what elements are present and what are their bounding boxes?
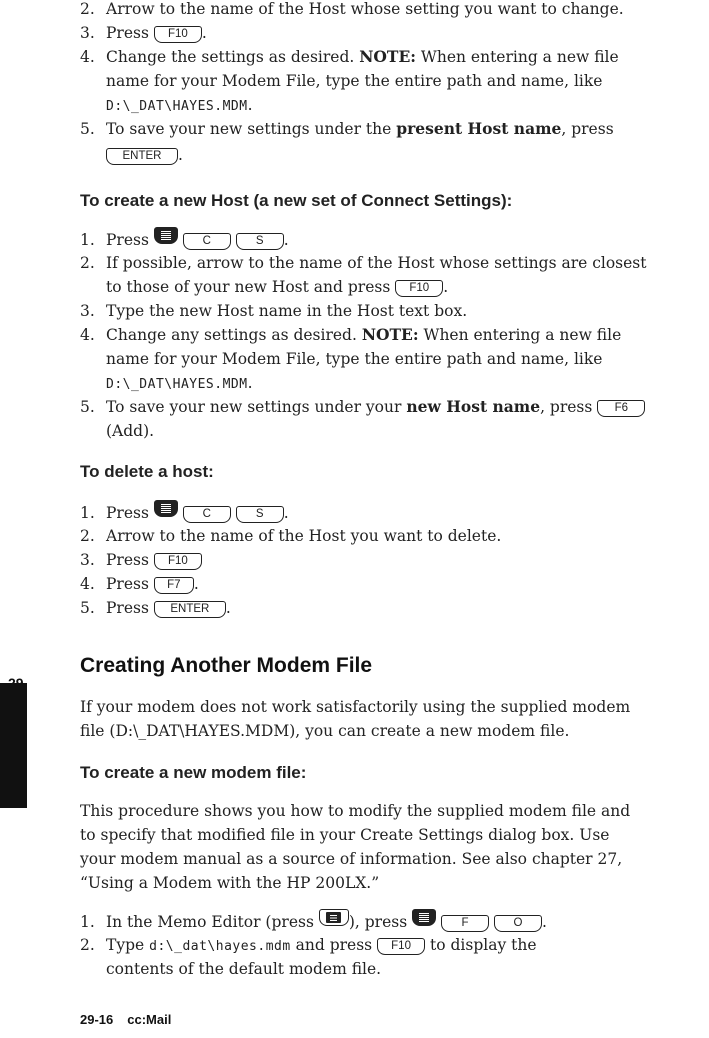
paragraph-line: your modem manual as a source of information. See also chapter 27, <box>80 850 623 868</box>
page-number: 29-16 <box>80 1012 114 1027</box>
list-item-continuation: name for your Modem File, type the entire path and name, like <box>106 72 603 90</box>
list-item: 2. If possible, arrow to the name of the Host whose settings are closest <box>80 254 647 272</box>
f7-key: F7 <box>154 577 194 594</box>
s-key: S <box>236 506 284 523</box>
list-item: 5. To save your new settings under the present Host name, press <box>80 119 614 138</box>
list-item: 3. Press F10 <box>80 548 703 572</box>
list-item-continuation: ENTER . <box>80 143 703 167</box>
list-item: 1. In the Memo Editor (press ), press F O . <box>80 909 703 934</box>
list-item: 5. To save your new settings under your new Host name, press F6 <box>80 395 703 419</box>
menu-key-icon <box>154 227 178 244</box>
list-item: 2. Type d:\_dat\hayes.mdm and press F10 to display the <box>80 936 537 954</box>
list-item: 3. Type the new Host name in the Host text box. <box>80 302 468 320</box>
s-key: S <box>236 233 284 250</box>
c-key: C <box>183 506 231 523</box>
path-text: d:\_dat\hayes.mdm <box>149 939 291 954</box>
list-item-continuation: to those of your new Host and press F10 . <box>106 278 449 296</box>
chapter-tab <box>0 683 27 808</box>
paragraph-line: This procedure shows you how to modify the supplied modem file and <box>80 802 631 820</box>
list-item-continuation: contents of the default modem file. <box>106 960 382 978</box>
footer-title: cc:Mail <box>127 1012 172 1027</box>
f10-key: F10 <box>395 280 443 297</box>
paragraph-line: If your modem does not work satisfactorily using the supplied modem <box>80 698 631 716</box>
list-item-continuation: D:\_DAT\HAYES.MDM. <box>106 96 253 114</box>
list-item: 4. Press F7 . <box>80 575 199 593</box>
enter-key: ENTER <box>154 601 226 618</box>
list-item-continuation: D:\_DAT\HAYES.MDM. <box>106 374 253 392</box>
f6-key: F6 <box>597 400 645 417</box>
f10-key: F10 <box>154 553 202 570</box>
list-item-continuation: name for your Modem File, type the entire path and name, like <box>106 350 603 368</box>
f-key: F <box>441 915 489 932</box>
paragraph-line: file (D:\_DAT\HAYES.MDM), you can create a new modem file. <box>80 722 570 740</box>
paragraph-line: to specify that modified file in your Create Settings dialog box. Use <box>80 826 610 844</box>
list-item: 4. Change the settings as desired. NOTE: When entering a new file <box>80 47 619 66</box>
section-heading: To create a new Host (a new set of Connect Settings): <box>80 191 513 210</box>
list-item: 2. Arrow to the name of the Host you want to delete. <box>80 527 502 545</box>
list-item: 4. Change any settings as desired. NOTE: When entering a new file <box>80 325 622 344</box>
list-item: 3. Press F10 . <box>80 24 207 42</box>
list-item: 5. Press ENTER . <box>80 599 231 617</box>
menu-key-icon <box>412 909 436 926</box>
f10-key: F10 <box>377 938 425 955</box>
chapter-section-heading: Creating Another Modem File <box>80 654 373 677</box>
path-text: D:\_DAT\HAYES.MDM <box>106 377 248 392</box>
list-item-continuation: (Add). <box>106 422 155 440</box>
enter-key: ENTER <box>106 148 178 165</box>
page-footer <box>80 1012 171 1027</box>
f10-key: F10 <box>154 26 202 43</box>
c-key: C <box>183 233 231 250</box>
path-text: D:\_DAT\HAYES.MDM <box>106 99 248 114</box>
o-key: O <box>494 915 542 932</box>
list-item: 2. Arrow to the name of the Host whose setting you want to change. <box>80 0 624 18</box>
paragraph-line: “Using a Modem with the HP 200LX.” <box>80 874 380 892</box>
menu-key-icon <box>154 500 178 517</box>
section-heading: To delete a host: <box>80 462 214 481</box>
list-item: 1. Press C S . <box>80 227 703 252</box>
memo-key-icon <box>319 909 349 926</box>
section-heading: To create a new modem file: <box>80 763 307 782</box>
list-item: 1. Press C S . <box>80 500 703 525</box>
